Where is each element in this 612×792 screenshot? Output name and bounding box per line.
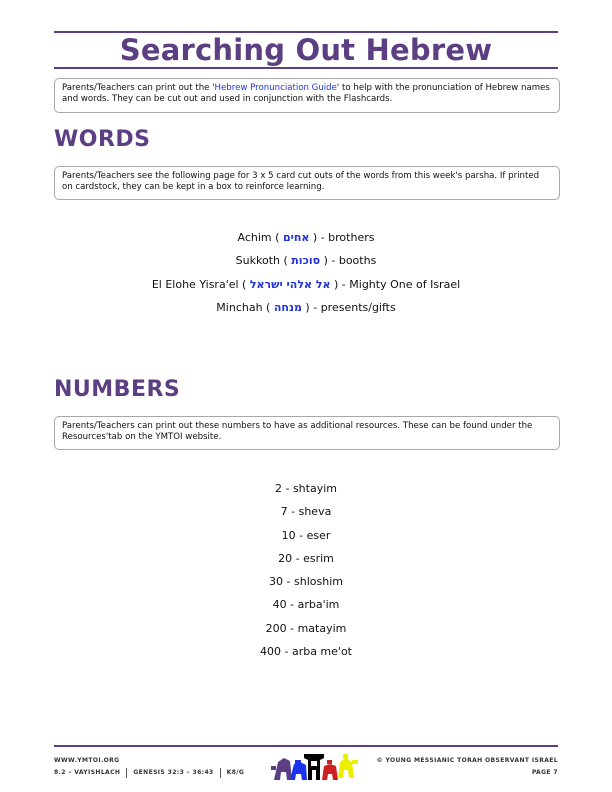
- number-value: 200: [265, 621, 287, 635]
- number-item: 10 - eser: [281, 528, 331, 542]
- number-value: 400: [259, 645, 281, 659]
- word-meaning: booths: [338, 254, 377, 268]
- number-word: eser: [306, 528, 331, 542]
- word-item: Minchah ( מנחה ) - presents/gifts: [216, 300, 396, 314]
- word-item: Sukkoth ( סוכות ) - booths: [235, 254, 377, 268]
- words-list: [54, 226, 558, 319]
- word-transliteration: El Elohe Yisra'el: [151, 277, 239, 291]
- numbers-heading: NUMBERS: [54, 377, 181, 402]
- word-hebrew: מנחה: [273, 300, 302, 314]
- page-title: Searching Out Hebrew: [119, 33, 493, 67]
- number-item: 20 - esrim: [278, 551, 334, 565]
- number-value: 7: [280, 505, 288, 519]
- number-item: 30 - shloshim: [269, 575, 343, 589]
- footer-right: [377, 755, 558, 779]
- number-word: shloshim: [294, 575, 343, 589]
- word-hebrew: אחים: [282, 231, 310, 244]
- number-value: 20: [278, 551, 293, 565]
- footer-grade: K8/G: [226, 769, 245, 776]
- word-item: Achim ( אחים ) - brothers: [237, 231, 375, 244]
- number-word: esrim: [303, 551, 334, 565]
- number-value: 30: [269, 575, 284, 589]
- word-meaning: presents/gifts: [320, 300, 396, 314]
- pronunciation-guide-link[interactable]: Hebrew Pronunciation Guide: [214, 83, 337, 93]
- intro-note-text-before: Parents/Teachers can print out the ': [62, 83, 215, 93]
- footer-page-number: PAGE 7: [531, 769, 558, 776]
- intro-note-box: [54, 78, 560, 113]
- number-value: 2: [274, 482, 282, 495]
- header-bottom-rule: [54, 67, 558, 69]
- intro-note-text-after: ' to help with the pronunciation of Hebrew names and words. They can be cut out and used in conjunction with the Flashcards.: [62, 83, 550, 104]
- numbers-list: [54, 477, 558, 663]
- number-item: 2 - shtayim: [274, 482, 337, 495]
- word-meaning: Mighty One of Israel: [349, 277, 461, 291]
- footer-scripture: GENESIS 32:3 – 36:43: [133, 769, 214, 776]
- ymtoi-logo-icon: [270, 752, 362, 782]
- footer-website[interactable]: WWW.YMTOI.ORG: [54, 757, 120, 764]
- footer-lesson: 8.2 – VAYISHLACH: [54, 769, 121, 776]
- footer-divider: [126, 768, 127, 778]
- number-item: 400 - arba me'ot: [259, 645, 352, 659]
- number-word: arba'im: [297, 598, 340, 612]
- number-value: 10: [281, 528, 296, 542]
- word-transliteration: Achim: [237, 231, 272, 244]
- word-meaning: brothers: [328, 231, 375, 244]
- footer-left: [54, 755, 244, 779]
- footer-lesson-info: [54, 767, 244, 779]
- footer-copyright: © YOUNG MESSIANIC TORAH OBSERVANT ISRAEL: [376, 757, 558, 764]
- number-value: 40: [272, 598, 287, 612]
- numbers-note-box: Parents/Teachers can print out these numbers to have as additional resources. These can be found under the Resources'tab on the YMTOI website.: [54, 416, 560, 450]
- word-transliteration: Minchah: [216, 300, 263, 314]
- word-transliteration: Sukkoth: [235, 254, 280, 268]
- number-item: 40 - arba'im: [272, 598, 340, 612]
- word-item: El Elohe Yisra'el ( אל אלהי ישראל ) - Mighty One of Israel: [151, 277, 461, 291]
- words-note-box: Parents/Teachers see the following page for 3 x 5 card cut outs of the words from this week's parsha. If printed on cardstock, they can be kept in a box to reinforce learning.: [54, 166, 560, 200]
- number-word: matayim: [297, 621, 347, 635]
- number-item: 200 - matayim: [265, 621, 347, 635]
- word-hebrew: אל אלהי ישראל: [249, 277, 331, 291]
- words-heading: WORDS: [54, 127, 151, 152]
- number-item: 7 - sheva: [280, 505, 332, 519]
- footer-rule: [54, 745, 558, 747]
- number-word: shtayim: [292, 482, 337, 495]
- number-word: arba me'ot: [291, 645, 352, 659]
- number-word: sheva: [298, 505, 332, 519]
- word-hebrew: סוכות: [291, 254, 321, 268]
- footer-divider: [220, 768, 221, 778]
